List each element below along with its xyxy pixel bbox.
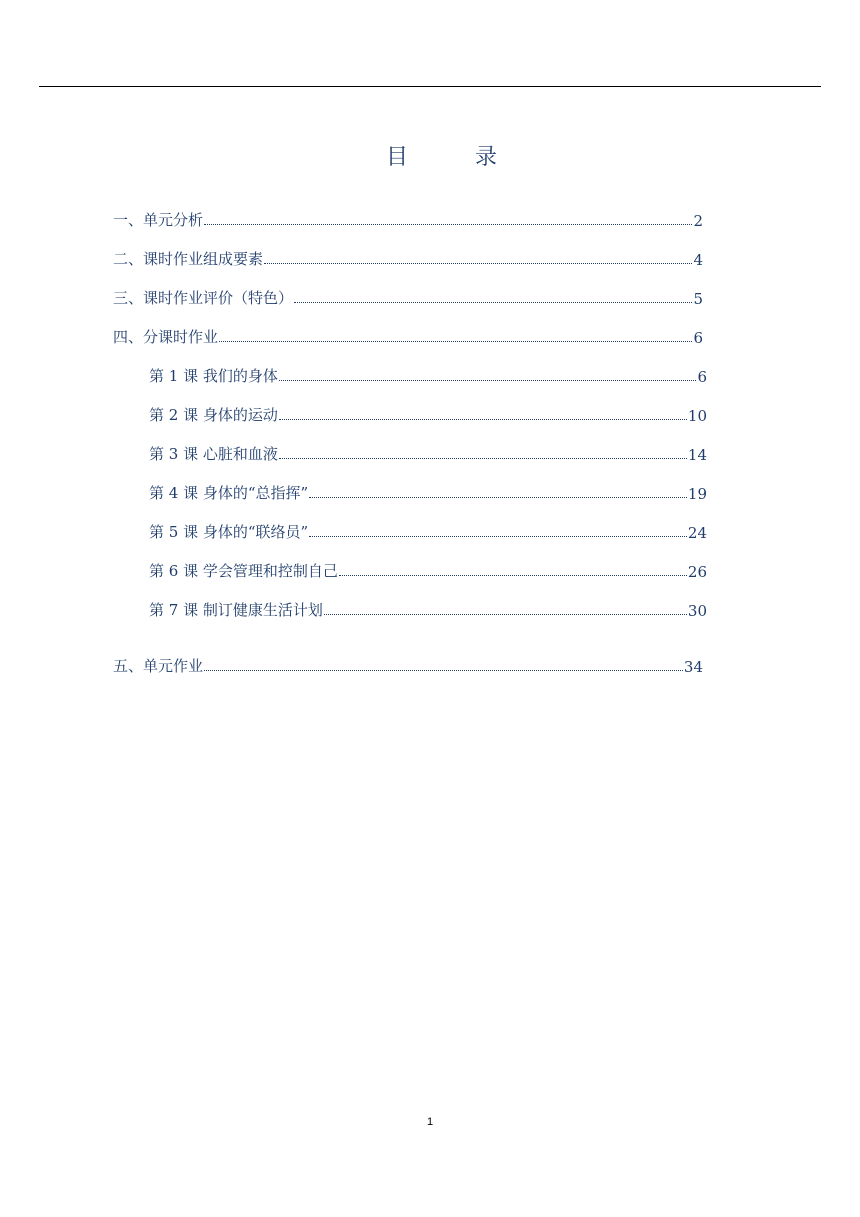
toc-entry-page: 5 bbox=[693, 290, 703, 308]
toc-leader-dots bbox=[204, 670, 683, 671]
toc-entry[interactable] bbox=[113, 325, 703, 347]
toc-entry-page: 30 bbox=[687, 602, 707, 620]
toc-entry-label: 第 6 课 学会管理和控制自己 bbox=[149, 562, 338, 580]
toc-leader-dots bbox=[279, 380, 697, 381]
toc-leader-dots bbox=[294, 302, 692, 303]
toc-entry[interactable] bbox=[113, 286, 703, 308]
toc-leader-dots bbox=[279, 419, 687, 420]
toc-entry[interactable] bbox=[113, 208, 703, 230]
toc-subentry[interactable] bbox=[149, 559, 707, 581]
toc-entry-label: 第 4 课 身体的“总指挥” bbox=[149, 484, 309, 502]
toc-entry-label: 二、课时作业组成要素 bbox=[113, 250, 264, 268]
toc-entry-label: 三、课时作业评价（特色） bbox=[113, 289, 294, 307]
toc-subentry[interactable] bbox=[149, 598, 707, 620]
toc-entry-page: 24 bbox=[687, 524, 707, 542]
toc-entry-label: 第 5 课 身体的“联络员” bbox=[149, 523, 309, 541]
toc-entry-label: 第 1 课 我们的身体 bbox=[149, 367, 278, 385]
toc-subentry[interactable] bbox=[149, 481, 707, 503]
toc-entry-page: 34 bbox=[683, 658, 703, 676]
toc-subentry[interactable] bbox=[149, 442, 707, 464]
toc-entry-page: 26 bbox=[687, 563, 707, 581]
toc-entry-page: 4 bbox=[693, 251, 703, 269]
toc-entry-label: 四、分课时作业 bbox=[113, 328, 219, 346]
toc-entry-label: 第 7 课 制订健康生活计划 bbox=[149, 601, 323, 619]
toc-title: 目 录 bbox=[386, 145, 527, 170]
toc-leader-dots bbox=[339, 575, 687, 576]
toc-leader-dots bbox=[264, 263, 692, 264]
toc-entry-label: 第 2 课 身体的运动 bbox=[149, 406, 278, 424]
toc-leader-dots bbox=[309, 536, 687, 537]
toc-entry-label: 一、单元分析 bbox=[113, 211, 204, 229]
toc-subentry[interactable] bbox=[149, 520, 707, 542]
toc-entry[interactable] bbox=[113, 654, 703, 676]
header-rule bbox=[39, 86, 821, 87]
toc-entry-label: 第 3 课 心脏和血液 bbox=[149, 445, 278, 463]
toc-leader-dots bbox=[204, 224, 692, 225]
toc-entry-page: 19 bbox=[687, 485, 707, 503]
toc-entry-page: 6 bbox=[697, 368, 707, 386]
toc-entry-page: 10 bbox=[687, 407, 707, 425]
toc-entry[interactable] bbox=[113, 247, 703, 269]
toc-leader-dots bbox=[309, 497, 687, 498]
toc-subentry[interactable] bbox=[149, 403, 707, 425]
toc-leader-dots bbox=[324, 614, 687, 615]
toc-entry-page: 6 bbox=[693, 329, 703, 347]
toc-entry-page: 14 bbox=[687, 446, 707, 464]
toc-leader-dots bbox=[279, 458, 687, 459]
toc-entry-label: 五、单元作业 bbox=[113, 657, 204, 675]
page-number: 1 bbox=[426, 1116, 434, 1128]
toc-leader-dots bbox=[219, 341, 692, 342]
toc-subentry[interactable] bbox=[149, 364, 707, 386]
toc-entry-page: 2 bbox=[693, 212, 703, 230]
